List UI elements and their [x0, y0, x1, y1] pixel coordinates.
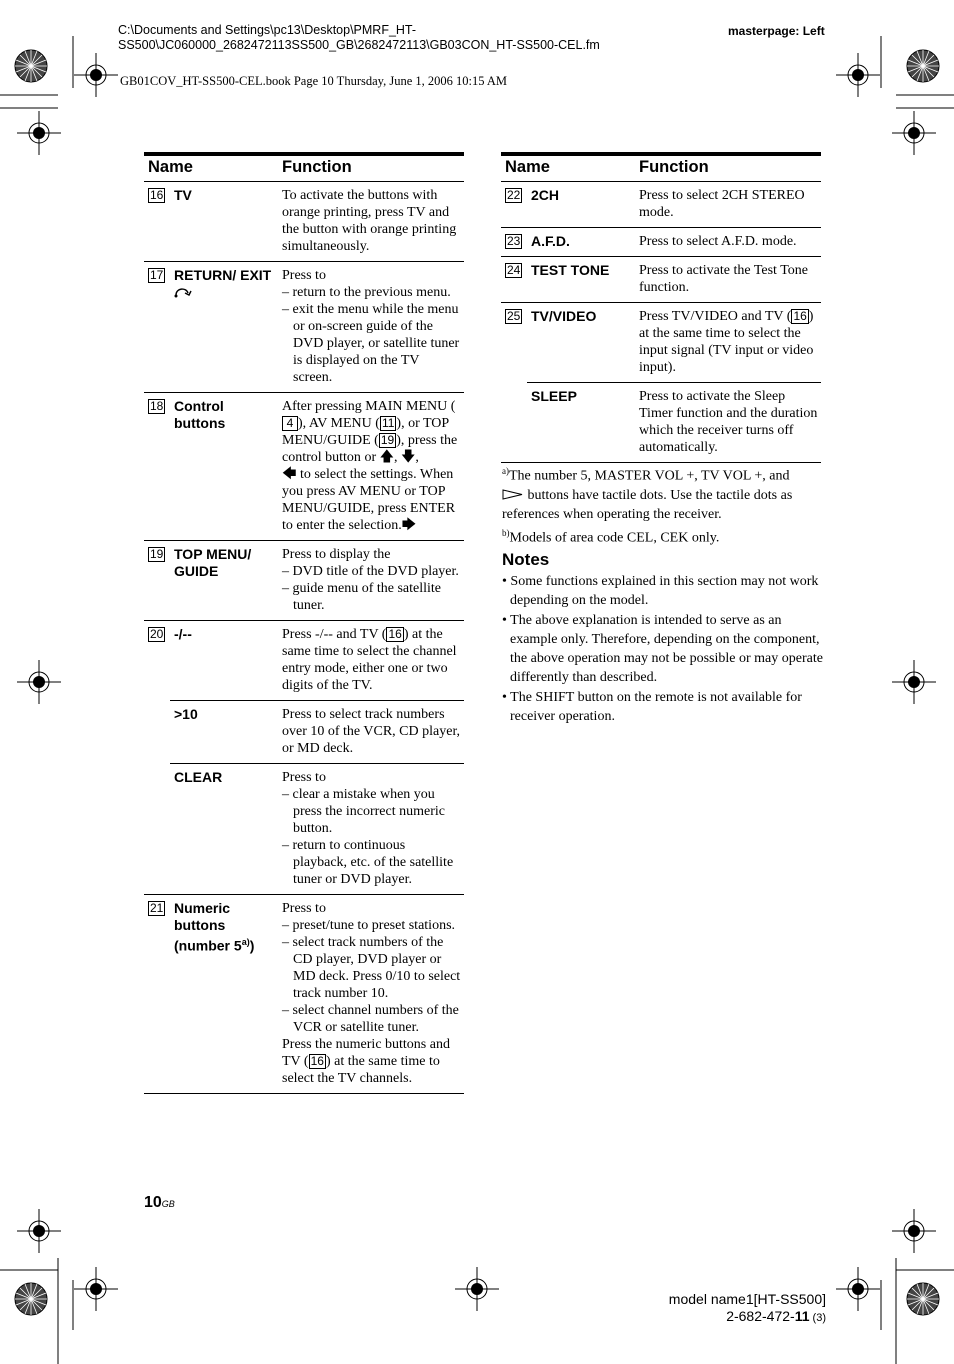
col-header-function: Function: [635, 154, 821, 182]
item-number-badge: 20: [150, 627, 164, 641]
item-number-badge: 17: [150, 268, 164, 282]
left-function-table: [144, 152, 464, 1094]
item-number-badge: 24: [507, 263, 521, 277]
item-function: After pressing MAIN MENU (4 ), AV MENU ( 11 ), or TOP MENU/GUIDE ( 19 ), press the control button or 🡅, 🡇, 🡄 to select the settings. When you press AV MENU or TOP MENU/GUIDE, press ENTER to enter the selection.🡆: [278, 393, 464, 541]
arrow-left-icon: 🡄: [282, 467, 297, 482]
item-number-badge: 16: [150, 188, 164, 202]
list-item: – return to the previous menu.: [282, 285, 451, 300]
notes-heading: Notes: [502, 550, 550, 569]
table-row: [501, 257, 821, 303]
col-header-function: Function: [278, 154, 464, 182]
model-info: model name1[HT-SS500] 2-682-472-11 (3): [668, 1291, 826, 1324]
item-name: A.F.D.: [527, 228, 635, 257]
item-name: >10: [170, 701, 278, 764]
table-row: [501, 383, 821, 463]
table-row: [144, 764, 464, 895]
item-number-badge: 23: [507, 234, 521, 248]
item-number-badge: 22: [507, 188, 521, 202]
ref-badge: 16: [793, 309, 807, 323]
item-function: Press to activate the Sleep Timer function and the duration which the receiver turns off automatically.: [635, 383, 821, 463]
table-row: [144, 701, 464, 764]
footnotes: $^{a)}$The number 5, MASTER VOL +, TV VOL +, and buttons have tactile dots. Use the tactile dots as references when operating the receiver. $^{b)}$Models of area code CEL, CEK only.: [502, 466, 793, 546]
item-name: -/--: [170, 621, 278, 701]
item-function: Press to – preset/tune to preset stations. – select track numbers of the CD player, DVD player or MD deck. Press 0/10 to select track number 10. – select channel numbers of the VCR or satellite tuner. Press the numeric buttons and TV ( 16 ) at the same time to select the TV channels.: [278, 895, 464, 1094]
ref-badge: 19: [380, 433, 395, 447]
page-number: 10GB: [144, 1194, 175, 1211]
item-function: Press to – return to the previous menu. – exit the menu while the menu or on-screen guide of the DVD player, or satellite tuner is displayed on the TV screen.: [278, 262, 464, 393]
item-function: Press to – clear a mistake when you press the incorrect numeric button. – return to continuous playback, etc. of the satellite tuner or DVD player.: [278, 764, 464, 895]
item-function: To activate the buttons with orange printing, press TV and the button with orange printing simultaneously.: [278, 182, 464, 262]
item-function: Press to activate the Test Tone function.: [635, 257, 821, 303]
item-name: TEST TONE: [527, 257, 635, 303]
item-number-badge: 18: [150, 399, 164, 413]
return-arrow-icon: [174, 286, 194, 298]
book-info-line: GB01COV_HT-SS500-CEL.book Page 10 Thursday, June 1, 2006 10:15 AM: [120, 74, 508, 88]
item-function: Press to select A.F.D. mode.: [635, 228, 821, 257]
item-name: TV/VIDEO: [527, 303, 635, 383]
list-item: • The above explanation is intended to serve as an example only. Therefore, depending on the component, the above operation may not be possible or may operate differently than described.: [502, 612, 823, 686]
table-row: [144, 541, 464, 621]
list-item: – select channel numbers of the VCR or satellite tuner.: [282, 1003, 459, 1035]
item-name: 2CH: [527, 182, 635, 228]
col-header-name: Name: [144, 154, 278, 182]
table-row: [501, 228, 821, 257]
file-path: C:\Documents and Settings\pc13\Desktop\PMRF_HT- SS500\JC060000_2682472113SS500_GB\2682472113\GB03CON_HT-SS500-CEL.fm: [118, 23, 600, 52]
item-function: Press TV/VIDEO and TV ( 16 ) at the same time to select the input signal (TV input or video input).: [635, 303, 821, 383]
ref-badge: 11: [381, 416, 395, 430]
item-name: RETURN/ EXIT: [170, 262, 278, 393]
item-function: Press to select track numbers over 10 of the VCR, CD player, or MD deck.: [278, 701, 464, 764]
item-name: TOP MENU/ GUIDE: [170, 541, 278, 621]
play-triangle-icon: [502, 489, 524, 500]
table-row: [144, 621, 464, 701]
item-name: CLEAR: [170, 764, 278, 895]
item-function: Press to display the – DVD title of the DVD player. – guide menu of the satellite tuner.: [278, 541, 464, 621]
item-name: Numeric buttons (number 5$^{a)}$): [170, 895, 278, 1094]
table-row: [144, 393, 464, 541]
item-name: SLEEP: [527, 383, 635, 463]
list-item: – exit the menu while the menu or on-screen guide of the DVD player, or satellite tuner is displayed on the TV screen.: [282, 302, 460, 385]
item-name: Control buttons: [170, 393, 278, 541]
item-name: TV: [170, 182, 278, 262]
arrow-up-icon: 🡅: [379, 450, 395, 465]
list-item: – DVD title of the DVD player.: [282, 564, 459, 579]
table-row: [144, 262, 464, 393]
table-row: [144, 895, 464, 1094]
list-item: – guide menu of the satellite tuner.: [282, 581, 442, 613]
item-number-badge: 21: [150, 901, 164, 915]
arrow-down-icon: 🡇: [401, 450, 416, 465]
list-item: – select track numbers of the CD player, DVD player or MD deck. Press 0/10 to select track number 10.: [282, 935, 461, 1001]
table-row: [501, 303, 821, 383]
col-header-name: Name: [501, 154, 635, 182]
list-item: – clear a mistake when you press the incorrect numeric button.: [282, 787, 445, 836]
item-function: Press to select 2CH STEREO mode.: [635, 182, 821, 228]
table-row: [144, 182, 464, 262]
table-row: [501, 182, 821, 228]
masterpage-label: masterpage: Left: [728, 24, 825, 38]
item-number-badge: 25: [507, 309, 521, 323]
list-item: – return to continuous playback, etc. of the satellite tuner or DVD player.: [282, 838, 454, 887]
list-item: • Some functions explained in this section may not work depending on the model.: [502, 574, 819, 609]
ref-badge: 16: [388, 627, 402, 641]
ref-badge: 16: [310, 1054, 324, 1068]
notes-list: [502, 572, 824, 726]
list-item: – preset/tune to preset stations.: [282, 918, 456, 933]
ref-badge: 4: [282, 416, 298, 431]
arrow-right-icon: 🡆: [401, 518, 417, 533]
item-function: Press -/-- and TV ( 16 ) at the same time to select the channel entry mode, either one or two digits of the TV.: [278, 621, 464, 701]
right-function-table: [501, 152, 821, 463]
item-number-badge: 19: [150, 547, 164, 561]
list-item: • The SHIFT button on the remote is not available for receiver operation.: [502, 689, 802, 725]
